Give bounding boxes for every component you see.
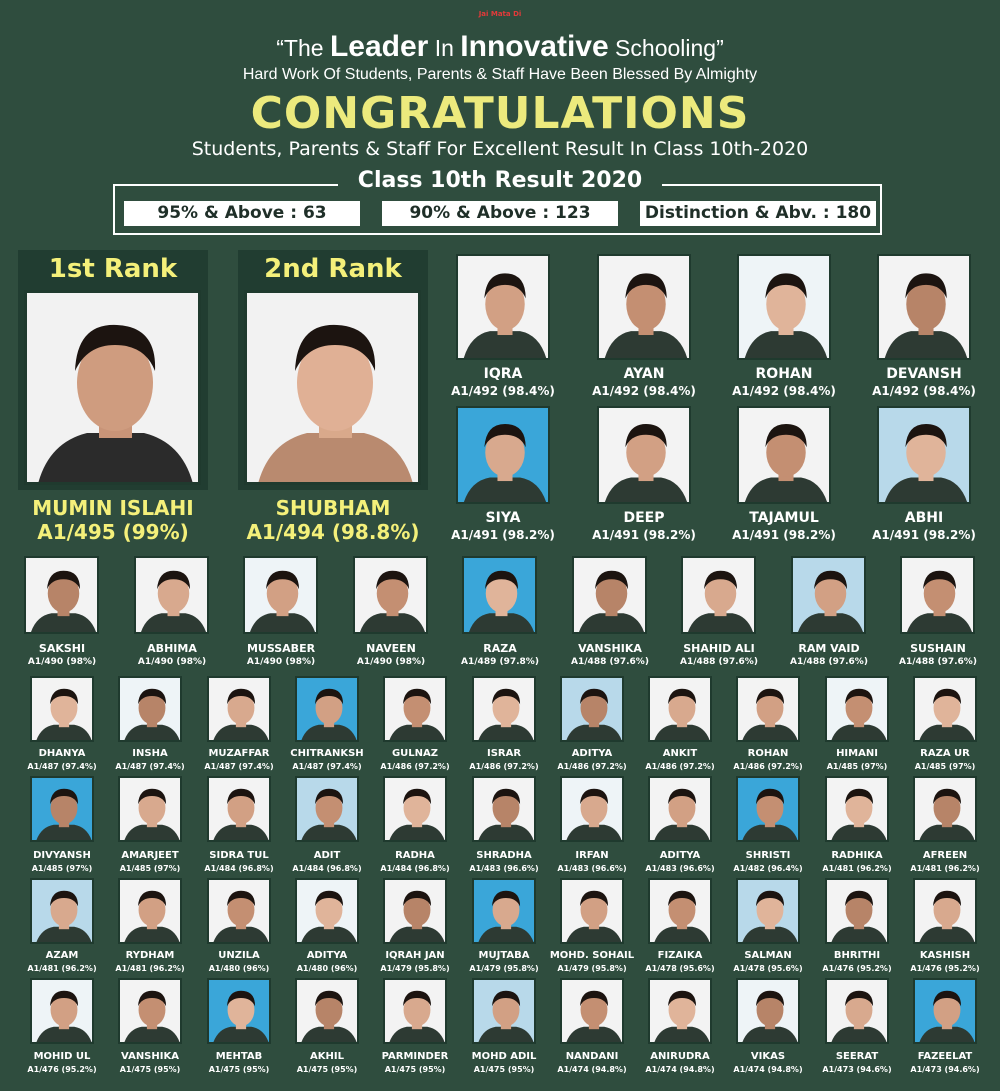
student-score: A1/486 (97.2%) bbox=[380, 762, 450, 771]
student-photo bbox=[597, 254, 691, 360]
student-photo bbox=[472, 978, 536, 1044]
student-name: VANSHIKA bbox=[578, 642, 642, 655]
student-photo bbox=[736, 878, 800, 944]
student-photo bbox=[295, 978, 359, 1044]
student-photo bbox=[295, 776, 359, 842]
student-portrait-icon bbox=[650, 980, 712, 1044]
student-score: A1/480 (96%) bbox=[208, 964, 270, 973]
student-portrait-icon bbox=[827, 880, 889, 944]
student-photo bbox=[353, 556, 428, 634]
student-photo bbox=[825, 776, 889, 842]
student-name: IQRA bbox=[483, 366, 523, 382]
student-name: MUZAFFAR bbox=[208, 748, 270, 759]
student-photo bbox=[913, 676, 977, 742]
student-photo bbox=[877, 254, 971, 360]
first-rank-score: A1/495 (99%) bbox=[37, 520, 189, 544]
student-score: A1/484 (96.8%) bbox=[380, 864, 450, 873]
student-name: AKHIL bbox=[310, 1051, 344, 1062]
tagline-close: Schooling” bbox=[608, 35, 724, 61]
student-score: A1/485 (97%) bbox=[914, 762, 976, 771]
student-portrait-icon bbox=[464, 558, 537, 634]
student-name: SAKSHI bbox=[38, 642, 86, 655]
student-score: A1/486 (97.2%) bbox=[733, 762, 803, 771]
student-portrait-icon bbox=[32, 678, 94, 742]
student-name: CHITRANKSH bbox=[290, 748, 364, 759]
student-score: A1/475 (95%) bbox=[296, 1065, 358, 1074]
student-portrait-icon bbox=[827, 980, 889, 1044]
student-portrait-icon bbox=[120, 778, 182, 842]
student-photo bbox=[913, 776, 977, 842]
student-photo bbox=[383, 676, 447, 742]
student-name: RYDHAM bbox=[125, 950, 175, 961]
student-score: A1/478 (95.6%) bbox=[645, 964, 715, 973]
student-score: A1/487 (97.4%) bbox=[27, 762, 97, 771]
student-score: A1/490 (98%) bbox=[137, 657, 207, 667]
student-name: SALMAN bbox=[744, 950, 792, 961]
student-portrait-icon bbox=[738, 678, 800, 742]
student-score: A1/485 (97%) bbox=[826, 762, 888, 771]
student-portrait-icon bbox=[562, 980, 624, 1044]
student-portrait-icon bbox=[474, 678, 536, 742]
student-photo bbox=[118, 978, 182, 1044]
stat-95-above: 95% & Above : 63 bbox=[124, 201, 360, 226]
student-photo bbox=[383, 978, 447, 1044]
student-photo bbox=[900, 556, 975, 634]
student-photo bbox=[736, 978, 800, 1044]
student-score: A1/484 (96.8%) bbox=[292, 864, 362, 873]
student-photo bbox=[30, 776, 94, 842]
student-portrait-icon bbox=[562, 778, 624, 842]
student-portrait-icon bbox=[385, 980, 447, 1044]
first-rank-title: 1st Rank bbox=[48, 254, 178, 284]
student-portrait-icon bbox=[245, 558, 318, 634]
student-score: A1/479 (95.8%) bbox=[469, 964, 539, 973]
student-name: IRFAN bbox=[575, 850, 609, 861]
student-portrait-icon bbox=[915, 778, 977, 842]
student-score: A1/486 (97.2%) bbox=[469, 762, 539, 771]
student-name: HIMANI bbox=[836, 748, 878, 759]
student-photo bbox=[30, 676, 94, 742]
student-photo bbox=[648, 878, 712, 944]
student-name: RADHA bbox=[395, 850, 435, 861]
student-portrait-icon bbox=[902, 558, 975, 634]
student-portrait-icon bbox=[474, 778, 536, 842]
student-portrait-icon bbox=[879, 408, 971, 504]
student-name: AYAN bbox=[623, 366, 665, 382]
student-photo bbox=[24, 556, 99, 634]
student-score: A1/481 (96.2%) bbox=[115, 964, 185, 973]
student-name: ROHAN bbox=[747, 748, 789, 759]
student-photo bbox=[30, 878, 94, 944]
student-photo bbox=[295, 878, 359, 944]
student-portrait-icon bbox=[120, 678, 182, 742]
student-portrait-icon bbox=[26, 558, 99, 634]
tagline-leader: Leader bbox=[329, 30, 429, 63]
student-name: MUJTABA bbox=[478, 950, 530, 961]
student-score: A1/483 (96.6%) bbox=[645, 864, 715, 873]
student-photo bbox=[560, 878, 624, 944]
student-score: A1/485 (97%) bbox=[119, 864, 181, 873]
student-name: MOHD. SOHAIL bbox=[549, 950, 635, 961]
student-score: A1/492 (98.4%) bbox=[592, 384, 696, 398]
student-name: INSHA bbox=[132, 748, 168, 759]
student-name: BHRITHI bbox=[833, 950, 881, 961]
student-portrait-icon bbox=[827, 678, 889, 742]
student-photo bbox=[913, 978, 977, 1044]
student-score: A1/492 (98.4%) bbox=[451, 384, 555, 398]
student-score: A1/483 (96.6%) bbox=[469, 864, 539, 873]
student-portrait-icon bbox=[458, 256, 550, 360]
first-rank-name: MUMIN ISLAHI bbox=[32, 496, 194, 520]
student-photo bbox=[383, 776, 447, 842]
student-score: A1/476 (95.2%) bbox=[822, 964, 892, 973]
student-name: GULNAZ bbox=[391, 748, 439, 759]
student-name: RAM VAID bbox=[798, 642, 860, 655]
student-photo bbox=[877, 406, 971, 504]
student-name: SIDRA TUL bbox=[209, 850, 269, 861]
student-photo bbox=[825, 978, 889, 1044]
student-name: RADHIKA bbox=[831, 850, 883, 861]
student-photo bbox=[572, 556, 647, 634]
student-name: NANDANI bbox=[565, 1051, 619, 1062]
student-portrait-icon bbox=[297, 778, 359, 842]
student-score: A1/491 (98.2%) bbox=[872, 528, 976, 542]
congratulations-heading: CONGRATULATIONS bbox=[250, 88, 750, 139]
student-photo bbox=[207, 676, 271, 742]
student-score: A1/476 (95.2%) bbox=[910, 964, 980, 973]
student-portrait-icon bbox=[650, 880, 712, 944]
student-score: A1/490 (98%) bbox=[27, 657, 97, 667]
student-score: A1/485 (97%) bbox=[31, 864, 93, 873]
student-portrait-icon bbox=[915, 880, 977, 944]
student-photo bbox=[30, 978, 94, 1044]
student-score: A1/478 (95.6%) bbox=[733, 964, 803, 973]
student-name: DEEP bbox=[623, 510, 665, 526]
student-name: VIKAS bbox=[750, 1051, 786, 1062]
student-name: SIYA bbox=[485, 510, 521, 526]
student-score: A1/475 (95%) bbox=[208, 1065, 270, 1074]
student-score: A1/486 (97.2%) bbox=[645, 762, 715, 771]
student-name: ROHAN bbox=[755, 366, 813, 382]
student-photo bbox=[736, 776, 800, 842]
student-portrait-icon bbox=[385, 778, 447, 842]
student-score: A1/488 (97.6%) bbox=[899, 657, 977, 667]
student-score: A1/474 (94.8%) bbox=[733, 1065, 803, 1074]
top-small-text: Jai Mata Di bbox=[478, 10, 522, 18]
tagline-open: “The bbox=[276, 35, 330, 61]
student-name: KASHISH bbox=[919, 950, 971, 961]
student-score: A1/482 (96.4%) bbox=[733, 864, 803, 873]
student-score: A1/479 (95.8%) bbox=[380, 964, 450, 973]
student-photo bbox=[383, 878, 447, 944]
student-portrait-icon bbox=[574, 558, 647, 634]
student-name: ABHIMA bbox=[147, 642, 197, 655]
student-photo bbox=[472, 676, 536, 742]
student-photo bbox=[597, 406, 691, 504]
student-portrait-icon bbox=[209, 880, 271, 944]
student-photo bbox=[560, 978, 624, 1044]
student-portrait-icon bbox=[915, 678, 977, 742]
student-portrait-icon bbox=[355, 558, 428, 634]
student-score: A1/481 (96.2%) bbox=[27, 964, 97, 973]
student-photo bbox=[243, 556, 318, 634]
student-name: PARMINDER bbox=[381, 1051, 449, 1062]
second-rank-score: A1/494 (98.8%) bbox=[246, 520, 420, 544]
student-photo bbox=[736, 676, 800, 742]
student-score: A1/491 (98.2%) bbox=[732, 528, 836, 542]
student-portrait-icon bbox=[562, 678, 624, 742]
student-photo bbox=[295, 676, 359, 742]
student-score: A1/483 (96.6%) bbox=[557, 864, 627, 873]
student-portrait-icon bbox=[738, 778, 800, 842]
student-score: A1/479 (95.8%) bbox=[557, 964, 627, 973]
student-name: MOHID UL bbox=[33, 1051, 91, 1062]
student-photo bbox=[118, 676, 182, 742]
student-portrait-icon bbox=[458, 408, 550, 504]
student-name: ISRAR bbox=[486, 748, 522, 759]
student-score: A1/488 (97.6%) bbox=[680, 657, 758, 667]
student-photo bbox=[825, 676, 889, 742]
student-name: SHAHID ALI bbox=[683, 642, 755, 655]
student-portrait-icon bbox=[650, 778, 712, 842]
student-portrait-icon bbox=[247, 293, 421, 485]
student-name: SHRISTI bbox=[745, 850, 791, 861]
student-score: A1/489 (97.8%) bbox=[461, 657, 539, 667]
student-name: ANIRUDRA bbox=[650, 1051, 710, 1062]
student-portrait-icon bbox=[120, 980, 182, 1044]
student-photo bbox=[118, 878, 182, 944]
student-portrait-icon bbox=[32, 980, 94, 1044]
student-name: MEHTAB bbox=[215, 1051, 263, 1062]
student-portrait-icon bbox=[385, 678, 447, 742]
student-portrait-icon bbox=[474, 880, 536, 944]
second-rank-title: 2nd Rank bbox=[264, 254, 402, 284]
student-portrait-icon bbox=[297, 678, 359, 742]
student-name: VANSHIKA bbox=[121, 1051, 179, 1062]
student-portrait-icon bbox=[879, 256, 971, 360]
student-score: A1/487 (97.4%) bbox=[204, 762, 274, 771]
student-score: A1/474 (94.8%) bbox=[645, 1065, 715, 1074]
student-portrait-icon bbox=[915, 980, 977, 1044]
student-score: A1/480 (96%) bbox=[296, 964, 358, 973]
student-photo bbox=[648, 776, 712, 842]
student-name: ABHI bbox=[904, 510, 944, 526]
student-photo bbox=[681, 556, 756, 634]
student-portrait-icon bbox=[599, 408, 691, 504]
student-photo bbox=[207, 978, 271, 1044]
student-photo bbox=[456, 406, 550, 504]
student-score: A1/473 (94.6%) bbox=[822, 1065, 892, 1074]
students-line: Students, Parents & Staff For Excellent Result In Class 10th-2020 bbox=[191, 138, 809, 160]
second-rank-name: SHUBHAM bbox=[275, 496, 391, 520]
student-portrait-icon bbox=[385, 880, 447, 944]
student-portrait-icon bbox=[136, 558, 209, 634]
student-portrait-icon bbox=[297, 980, 359, 1044]
student-photo bbox=[560, 676, 624, 742]
student-name: IQRAH JAN bbox=[385, 950, 445, 961]
student-portrait-icon bbox=[32, 778, 94, 842]
stat-90-above: 90% & Above : 123 bbox=[382, 201, 618, 226]
student-score: A1/473 (94.6%) bbox=[910, 1065, 980, 1074]
student-photo bbox=[472, 776, 536, 842]
student-photo bbox=[737, 406, 831, 504]
student-name: FAZEELAT bbox=[917, 1051, 973, 1062]
student-score: A1/474 (94.8%) bbox=[557, 1065, 627, 1074]
student-name: RAZA bbox=[483, 642, 517, 655]
student-score: A1/484 (96.8%) bbox=[204, 864, 274, 873]
student-score: A1/481 (96.2%) bbox=[822, 864, 892, 873]
student-score: A1/475 (95%) bbox=[473, 1065, 535, 1074]
student-score: A1/491 (98.2%) bbox=[592, 528, 696, 542]
student-name: ADITYA bbox=[571, 748, 613, 759]
student-score: A1/488 (97.6%) bbox=[571, 657, 649, 667]
student-photo bbox=[456, 254, 550, 360]
student-name: ADITYA bbox=[306, 950, 348, 961]
student-portrait-icon bbox=[793, 558, 866, 634]
student-photo bbox=[737, 254, 831, 360]
student-score: A1/475 (95%) bbox=[119, 1065, 181, 1074]
student-portrait-icon bbox=[209, 778, 271, 842]
student-name: DEVANSH bbox=[886, 366, 962, 382]
student-score: A1/492 (98.4%) bbox=[732, 384, 836, 398]
student-portrait-icon bbox=[739, 408, 831, 504]
student-photo bbox=[648, 676, 712, 742]
student-name: FIZAIKA bbox=[657, 950, 703, 961]
student-score: A1/492 (98.4%) bbox=[872, 384, 976, 398]
student-photo bbox=[118, 776, 182, 842]
student-name: AFREEN bbox=[922, 850, 968, 861]
student-portrait-icon bbox=[297, 880, 359, 944]
student-photo bbox=[825, 878, 889, 944]
student-photo bbox=[134, 556, 209, 634]
student-name: ANKIT bbox=[662, 748, 698, 759]
student-name: RAZA UR bbox=[920, 748, 970, 759]
student-name: SEERAT bbox=[835, 1051, 879, 1062]
student-score: A1/488 (97.6%) bbox=[790, 657, 868, 667]
tagline-in: In bbox=[428, 35, 461, 61]
student-name: UNZILA bbox=[218, 950, 260, 961]
student-portrait-icon bbox=[738, 980, 800, 1044]
student-photo bbox=[462, 556, 537, 634]
student-name: AMARJEET bbox=[121, 850, 179, 861]
student-score: A1/476 (95.2%) bbox=[27, 1065, 97, 1074]
student-portrait-icon bbox=[209, 678, 271, 742]
student-score: A1/491 (98.2%) bbox=[451, 528, 555, 542]
student-score: A1/486 (97.2%) bbox=[557, 762, 627, 771]
student-portrait-icon bbox=[474, 980, 536, 1044]
student-portrait-icon bbox=[120, 880, 182, 944]
student-score: A1/490 (98%) bbox=[356, 657, 426, 667]
student-portrait-icon bbox=[209, 980, 271, 1044]
student-portrait-icon bbox=[599, 256, 691, 360]
student-name: DHANYA bbox=[38, 748, 86, 759]
student-score: A1/475 (95%) bbox=[384, 1065, 446, 1074]
student-name: ADIT bbox=[313, 850, 341, 861]
tagline bbox=[0, 30, 1000, 64]
student-portrait-icon bbox=[27, 293, 201, 485]
student-name: NAVEEN bbox=[366, 642, 416, 655]
student-photo bbox=[913, 878, 977, 944]
student-score: A1/487 (97.4%) bbox=[292, 762, 362, 771]
student-photo bbox=[560, 776, 624, 842]
student-name: DIVYANSH bbox=[33, 850, 91, 861]
subtitle: Hard Work Of Students, Parents & Staff Have Been Blessed By Almighty bbox=[242, 66, 758, 83]
student-name: SUSHAIN bbox=[910, 642, 966, 655]
student-photo bbox=[472, 878, 536, 944]
student-portrait-icon bbox=[739, 256, 831, 360]
student-name: SHRADHA bbox=[476, 850, 532, 861]
student-score: A1/490 (98%) bbox=[246, 657, 316, 667]
student-name: AZAM bbox=[45, 950, 79, 961]
student-portrait-icon bbox=[562, 880, 624, 944]
student-portrait-icon bbox=[827, 778, 889, 842]
first-rank-photo bbox=[24, 290, 201, 485]
student-portrait-icon bbox=[683, 558, 756, 634]
student-photo bbox=[791, 556, 866, 634]
student-portrait-icon bbox=[32, 880, 94, 944]
student-portrait-icon bbox=[650, 678, 712, 742]
student-name: TAJAMUL bbox=[749, 510, 819, 526]
result-title: Class 10th Result 2020 bbox=[338, 168, 662, 193]
student-name: MOHD ADIL bbox=[471, 1051, 537, 1062]
student-score: A1/481 (96.2%) bbox=[910, 864, 980, 873]
stat-distinction: Distinction & Abv. : 180 bbox=[640, 201, 876, 226]
student-name: ADITYA bbox=[659, 850, 701, 861]
student-name: MUSSABER bbox=[246, 642, 316, 655]
student-score: A1/487 (97.4%) bbox=[115, 762, 185, 771]
student-portrait-icon bbox=[738, 880, 800, 944]
tagline-innovative: Innovative bbox=[460, 30, 609, 63]
second-rank-photo bbox=[244, 290, 421, 485]
student-photo bbox=[207, 878, 271, 944]
student-photo bbox=[648, 978, 712, 1044]
student-photo bbox=[207, 776, 271, 842]
